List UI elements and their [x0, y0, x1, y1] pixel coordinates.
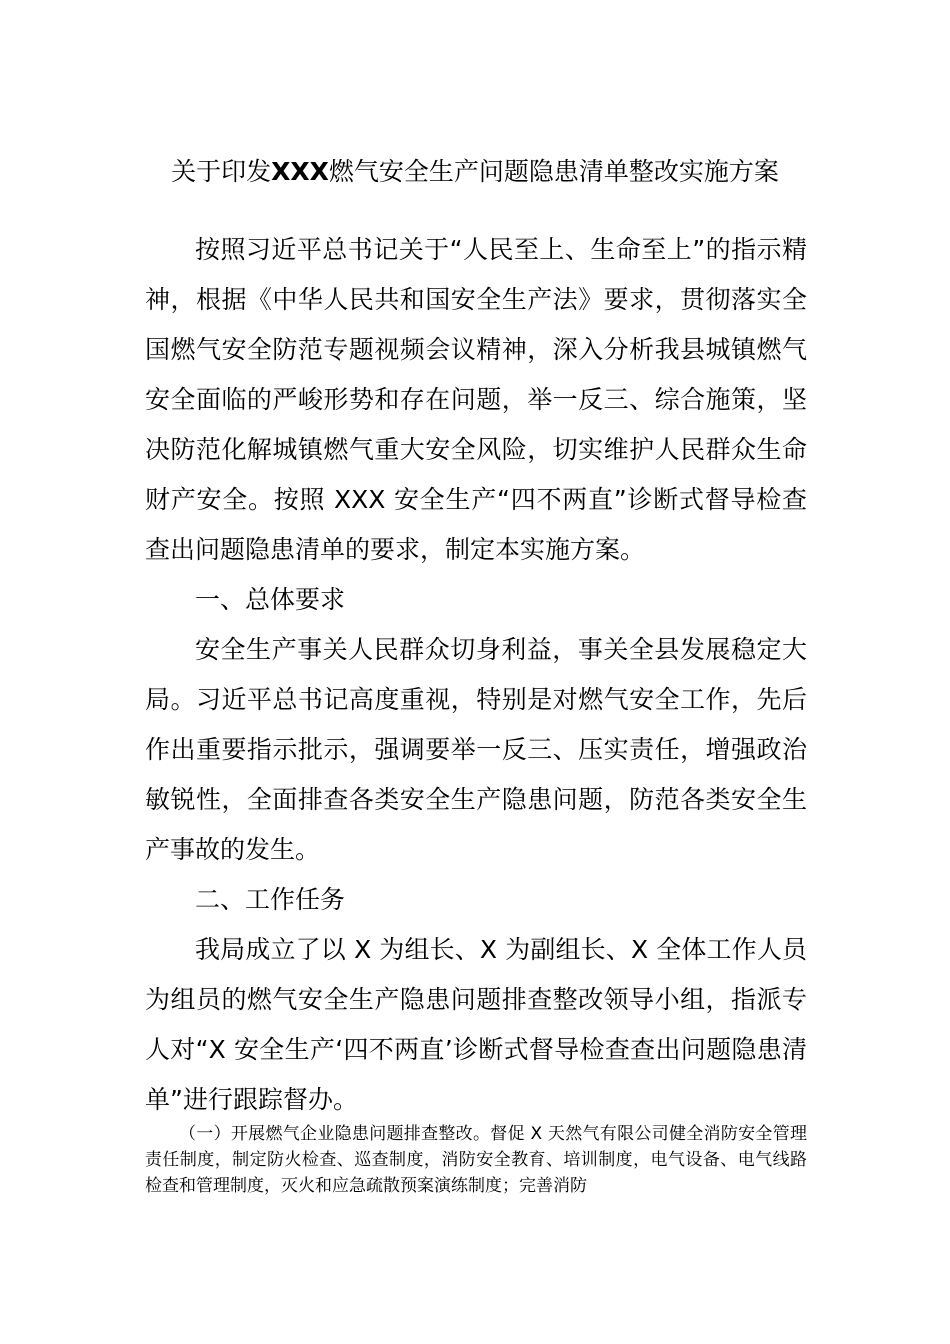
- title-code: XXX: [271, 157, 329, 186]
- section-heading-overall-requirements: 一、总体要求: [195, 585, 346, 614]
- title-suffix: 燃气安全生产问题隐患清单整改实施方案: [328, 157, 779, 186]
- title-prefix: 关于印发: [171, 157, 272, 186]
- document-subitem: [145, 1121, 807, 1199]
- document-body: [145, 225, 807, 1125]
- subitem-one-paragraph: （一）开展燃气企业隐患问题排查整改。督促 X 天然气有限公司健全消防安全管理责任制度，制定防火检查、巡查制度，消防安全教育、培训制度，电气设备、电气线路检查和管理制度，灭火和应急疏散预案演练制度；完善消防: [145, 1124, 807, 1196]
- overall-requirements-paragraph: 安全生产事关人民群众切身利益，事关全县发展稳定大局。习近平总书记高度重视，特别是对燃气安全工作，先后作出重要指示批示，强调要举一反三、压实责任，增强政治敏锐性，全面排查各类安全生产隐患问题，防范各类安全生产事故的发生。: [145, 635, 807, 864]
- intro-paragraph: 按照习近平总书记关于“人民至上、生命至上”的指示精神，根据《中华人民共和国安全生产法》要求，贯彻落实全国燃气安全防范专题视频会议精神，深入分析我县城镇燃气安全面临的严峻形势和存在问题，举一反三、综合施策，坚决防范化解城镇燃气重大安全风险，切实维护人民群众生命财产安全。按照 XXX 安全生产“四不两直”诊断式督导检查查出问题隐患清单的要求，制定本实施方案。: [145, 235, 807, 564]
- section-heading-work-tasks: 二、工作任务: [195, 885, 346, 914]
- work-tasks-paragraph: 我局成立了以 X 为组长、X 为副组长、X 全体工作人员为组员的燃气安全生产隐患问题排查整改领导小组，指派专人对“X 安全生产‘四不两直’诊断式督导检查查出问题隐患清单”进行跟踪督办。: [145, 935, 807, 1114]
- document-title: [145, 152, 805, 192]
